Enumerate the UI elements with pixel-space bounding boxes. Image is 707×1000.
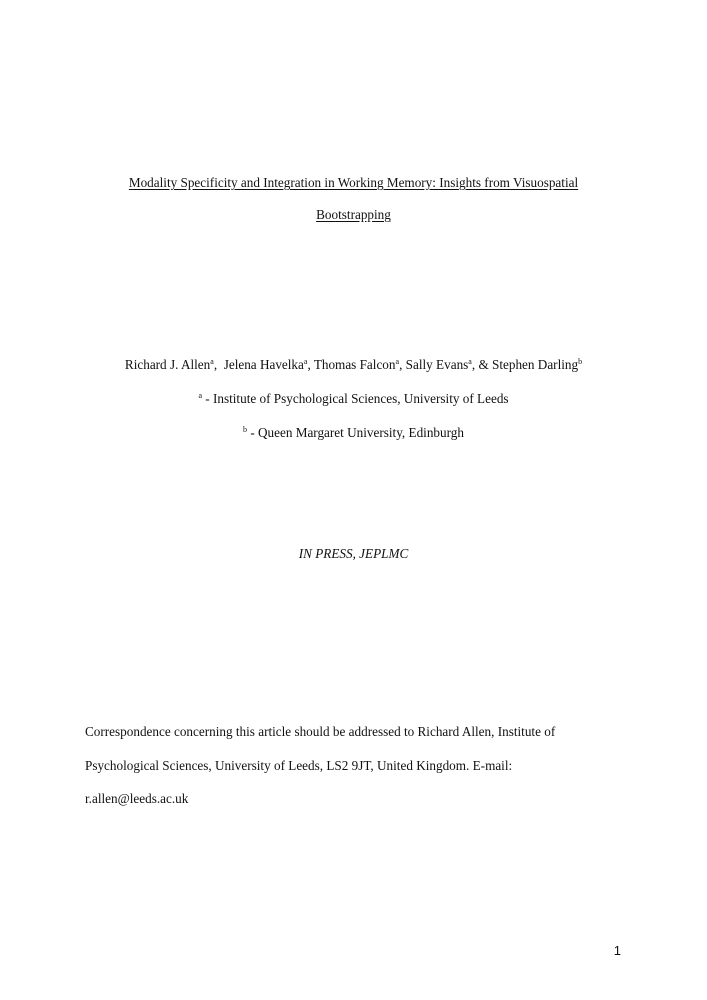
page-number: 1 — [613, 943, 621, 958]
affiliation-marker: a — [468, 357, 472, 366]
author-name: Jelena Havelka — [223, 357, 304, 372]
affiliation-a — [0, 391, 707, 407]
affiliation-text: - Institute of Psychological Sciences, University of Leeds — [202, 391, 509, 406]
correspondence-line-2: Psychological Sciences, University of Leeds, LS2 9JT, United Kingdom. E-mail: — [85, 758, 513, 773]
affiliation-marker: a — [198, 391, 202, 400]
affiliation-marker: a — [395, 357, 400, 366]
author-separator: , — [399, 357, 406, 372]
author-name: Thomas Falcon — [313, 357, 396, 372]
author-name: Sally Evans — [405, 357, 469, 372]
correspondence-email: r.allen@leeds.ac.uk — [85, 791, 189, 806]
author-name: Richard J. Allen — [124, 357, 211, 372]
correspondence-line-1: Correspondence concerning this article should be addressed to Richard Allen, Institute of — [85, 724, 556, 739]
author-separator: , — [213, 357, 224, 372]
affiliation-marker: b — [243, 425, 248, 434]
author-separator: , & — [471, 357, 493, 372]
author-name: Stephen Darling — [492, 357, 579, 372]
paper-title-line-1: Modality Specificity and Integration in Working Memory: Insights from Visuospatial — [128, 175, 579, 190]
affiliation-marker: a — [303, 357, 308, 366]
author-separator: , — [307, 357, 314, 372]
affiliation-b — [0, 425, 707, 441]
author-list — [0, 357, 707, 373]
affiliation-marker: b — [578, 357, 583, 366]
affiliation-text: - Queen Margaret University, Edinburgh — [247, 425, 464, 440]
publication-status: IN PRESS, JEPLMC — [298, 546, 409, 561]
paper-title-line-2: Bootstrapping — [316, 207, 391, 222]
affiliation-marker: a — [210, 357, 214, 366]
